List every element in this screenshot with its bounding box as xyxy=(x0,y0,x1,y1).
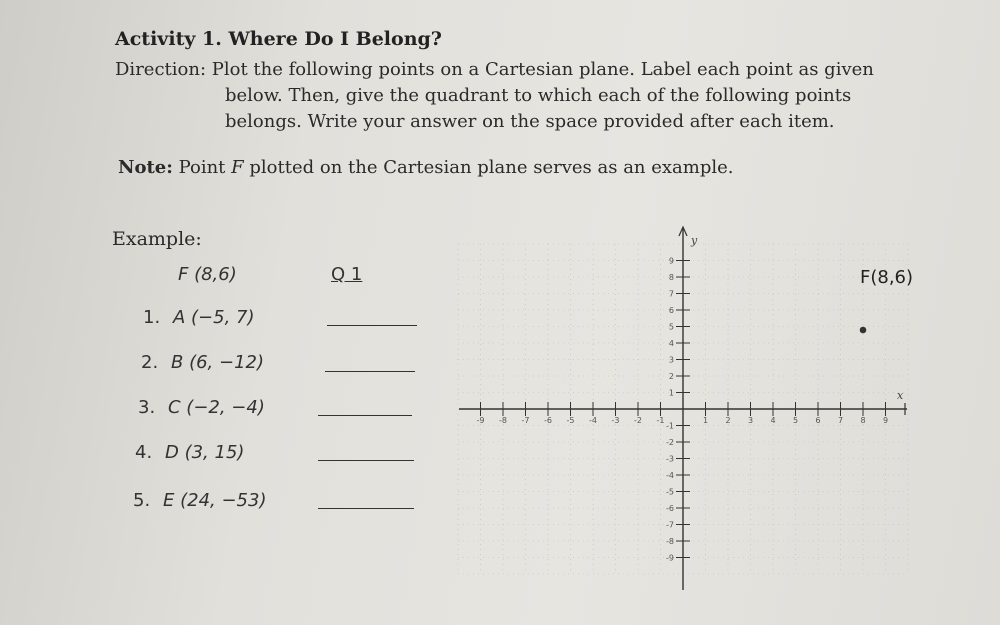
answer-blank[interactable] xyxy=(318,508,414,509)
answer-blank[interactable] xyxy=(318,415,412,416)
x-tick-label: -7 xyxy=(521,416,530,425)
x-tick-label: 3 xyxy=(747,416,754,425)
y-tick-label: -7 xyxy=(666,520,674,530)
note-line xyxy=(118,157,734,178)
y-tick-label: 9 xyxy=(668,256,674,266)
y-tick-label: -2 xyxy=(666,438,674,447)
x-tick-label: 1 xyxy=(702,416,709,425)
y-tick-label: 8 xyxy=(668,273,674,282)
item-number: 5. xyxy=(133,490,151,511)
plane-points xyxy=(860,327,867,334)
x-tick-label: -1 xyxy=(656,416,665,425)
x-axis-label: x xyxy=(897,389,904,402)
x-tick-label: 2 xyxy=(725,416,731,425)
item-point: E (24, −53) xyxy=(163,490,267,511)
item-point: D (3, 15) xyxy=(165,442,245,463)
y-tick-label: 2 xyxy=(668,372,674,381)
direction-text-line2: below. Then, give the quadrant to which each of the following points xyxy=(225,85,852,106)
y-tick-label: -5 xyxy=(666,487,674,497)
answer-blank[interactable] xyxy=(325,371,415,372)
answer-blank[interactable] xyxy=(327,325,417,326)
list-item xyxy=(143,307,255,328)
item-number: 4. xyxy=(135,442,153,463)
list-item xyxy=(138,397,265,418)
x-tick-label: 4 xyxy=(770,416,776,425)
plane-axes xyxy=(459,227,907,590)
y-axis-label: y xyxy=(691,234,698,247)
x-tick-label: -6 xyxy=(544,416,552,425)
note-text-before: Point xyxy=(178,157,226,178)
note-label: Note: xyxy=(118,157,173,178)
y-tick-label: 6 xyxy=(668,306,674,315)
example-point xyxy=(178,264,237,285)
item-number: 3. xyxy=(138,397,156,418)
item-point: B (6, −12) xyxy=(171,352,264,373)
x-tick-label: 8 xyxy=(860,416,866,425)
item-number: 1. xyxy=(143,307,161,328)
list-item xyxy=(135,442,244,463)
x-tick-label: -2 xyxy=(634,416,642,425)
item-point: C (−2, −4) xyxy=(168,397,265,418)
item-point: A (−5, 7) xyxy=(173,307,255,328)
x-tick-label: 5 xyxy=(792,416,799,425)
answer-blank[interactable] xyxy=(318,460,414,461)
cartesian-plane[interactable] xyxy=(455,222,915,597)
example-point-text: F (8,6) xyxy=(178,264,237,285)
example-answer: Q 1 xyxy=(331,264,363,285)
direction-text-line1: Plot the following points on a Cartesian plane. Label each point as given xyxy=(211,59,874,80)
example-label: Example: xyxy=(112,228,202,250)
y-tick-label: -1 xyxy=(666,421,674,431)
note-text-after: plotted on the Cartesian plane serves as an example. xyxy=(249,157,734,178)
y-tick-label: 1 xyxy=(668,388,674,398)
direction-first-line xyxy=(115,57,915,83)
x-tick-label: -8 xyxy=(499,416,507,425)
direction-text-line3: belongs. Write your answer on the space provided after each item. xyxy=(225,111,835,132)
x-tick-label: 6 xyxy=(815,416,821,425)
note-point: F xyxy=(231,157,244,178)
y-tick-label: 5 xyxy=(668,322,674,332)
y-tick-label: -9 xyxy=(666,553,674,563)
y-tick-label: 4 xyxy=(668,339,674,348)
y-tick-label: 7 xyxy=(668,289,674,299)
item-number: 2. xyxy=(141,352,159,373)
x-tick-label: -5 xyxy=(566,416,575,425)
example-point-marker xyxy=(860,327,867,334)
example-point-label: F(8,6) xyxy=(860,267,914,288)
list-item xyxy=(141,352,264,373)
direction-label: Direction: xyxy=(115,59,207,80)
x-tick-label: -3 xyxy=(611,416,620,425)
y-tick-label: 3 xyxy=(668,355,674,365)
y-tick-label: -6 xyxy=(666,504,674,513)
x-tick-label: 9 xyxy=(882,416,889,425)
direction-paragraph xyxy=(115,57,915,135)
list-item xyxy=(133,490,266,511)
y-tick-label: -3 xyxy=(666,454,674,464)
activity-title: Activity 1. Where Do I Belong? xyxy=(115,28,442,50)
x-tick-label: -9 xyxy=(476,416,485,425)
x-tick-label: -4 xyxy=(589,416,597,425)
x-tick-label: 7 xyxy=(837,416,844,425)
y-tick-label: -4 xyxy=(666,471,674,480)
y-tick-label: -8 xyxy=(666,537,674,546)
